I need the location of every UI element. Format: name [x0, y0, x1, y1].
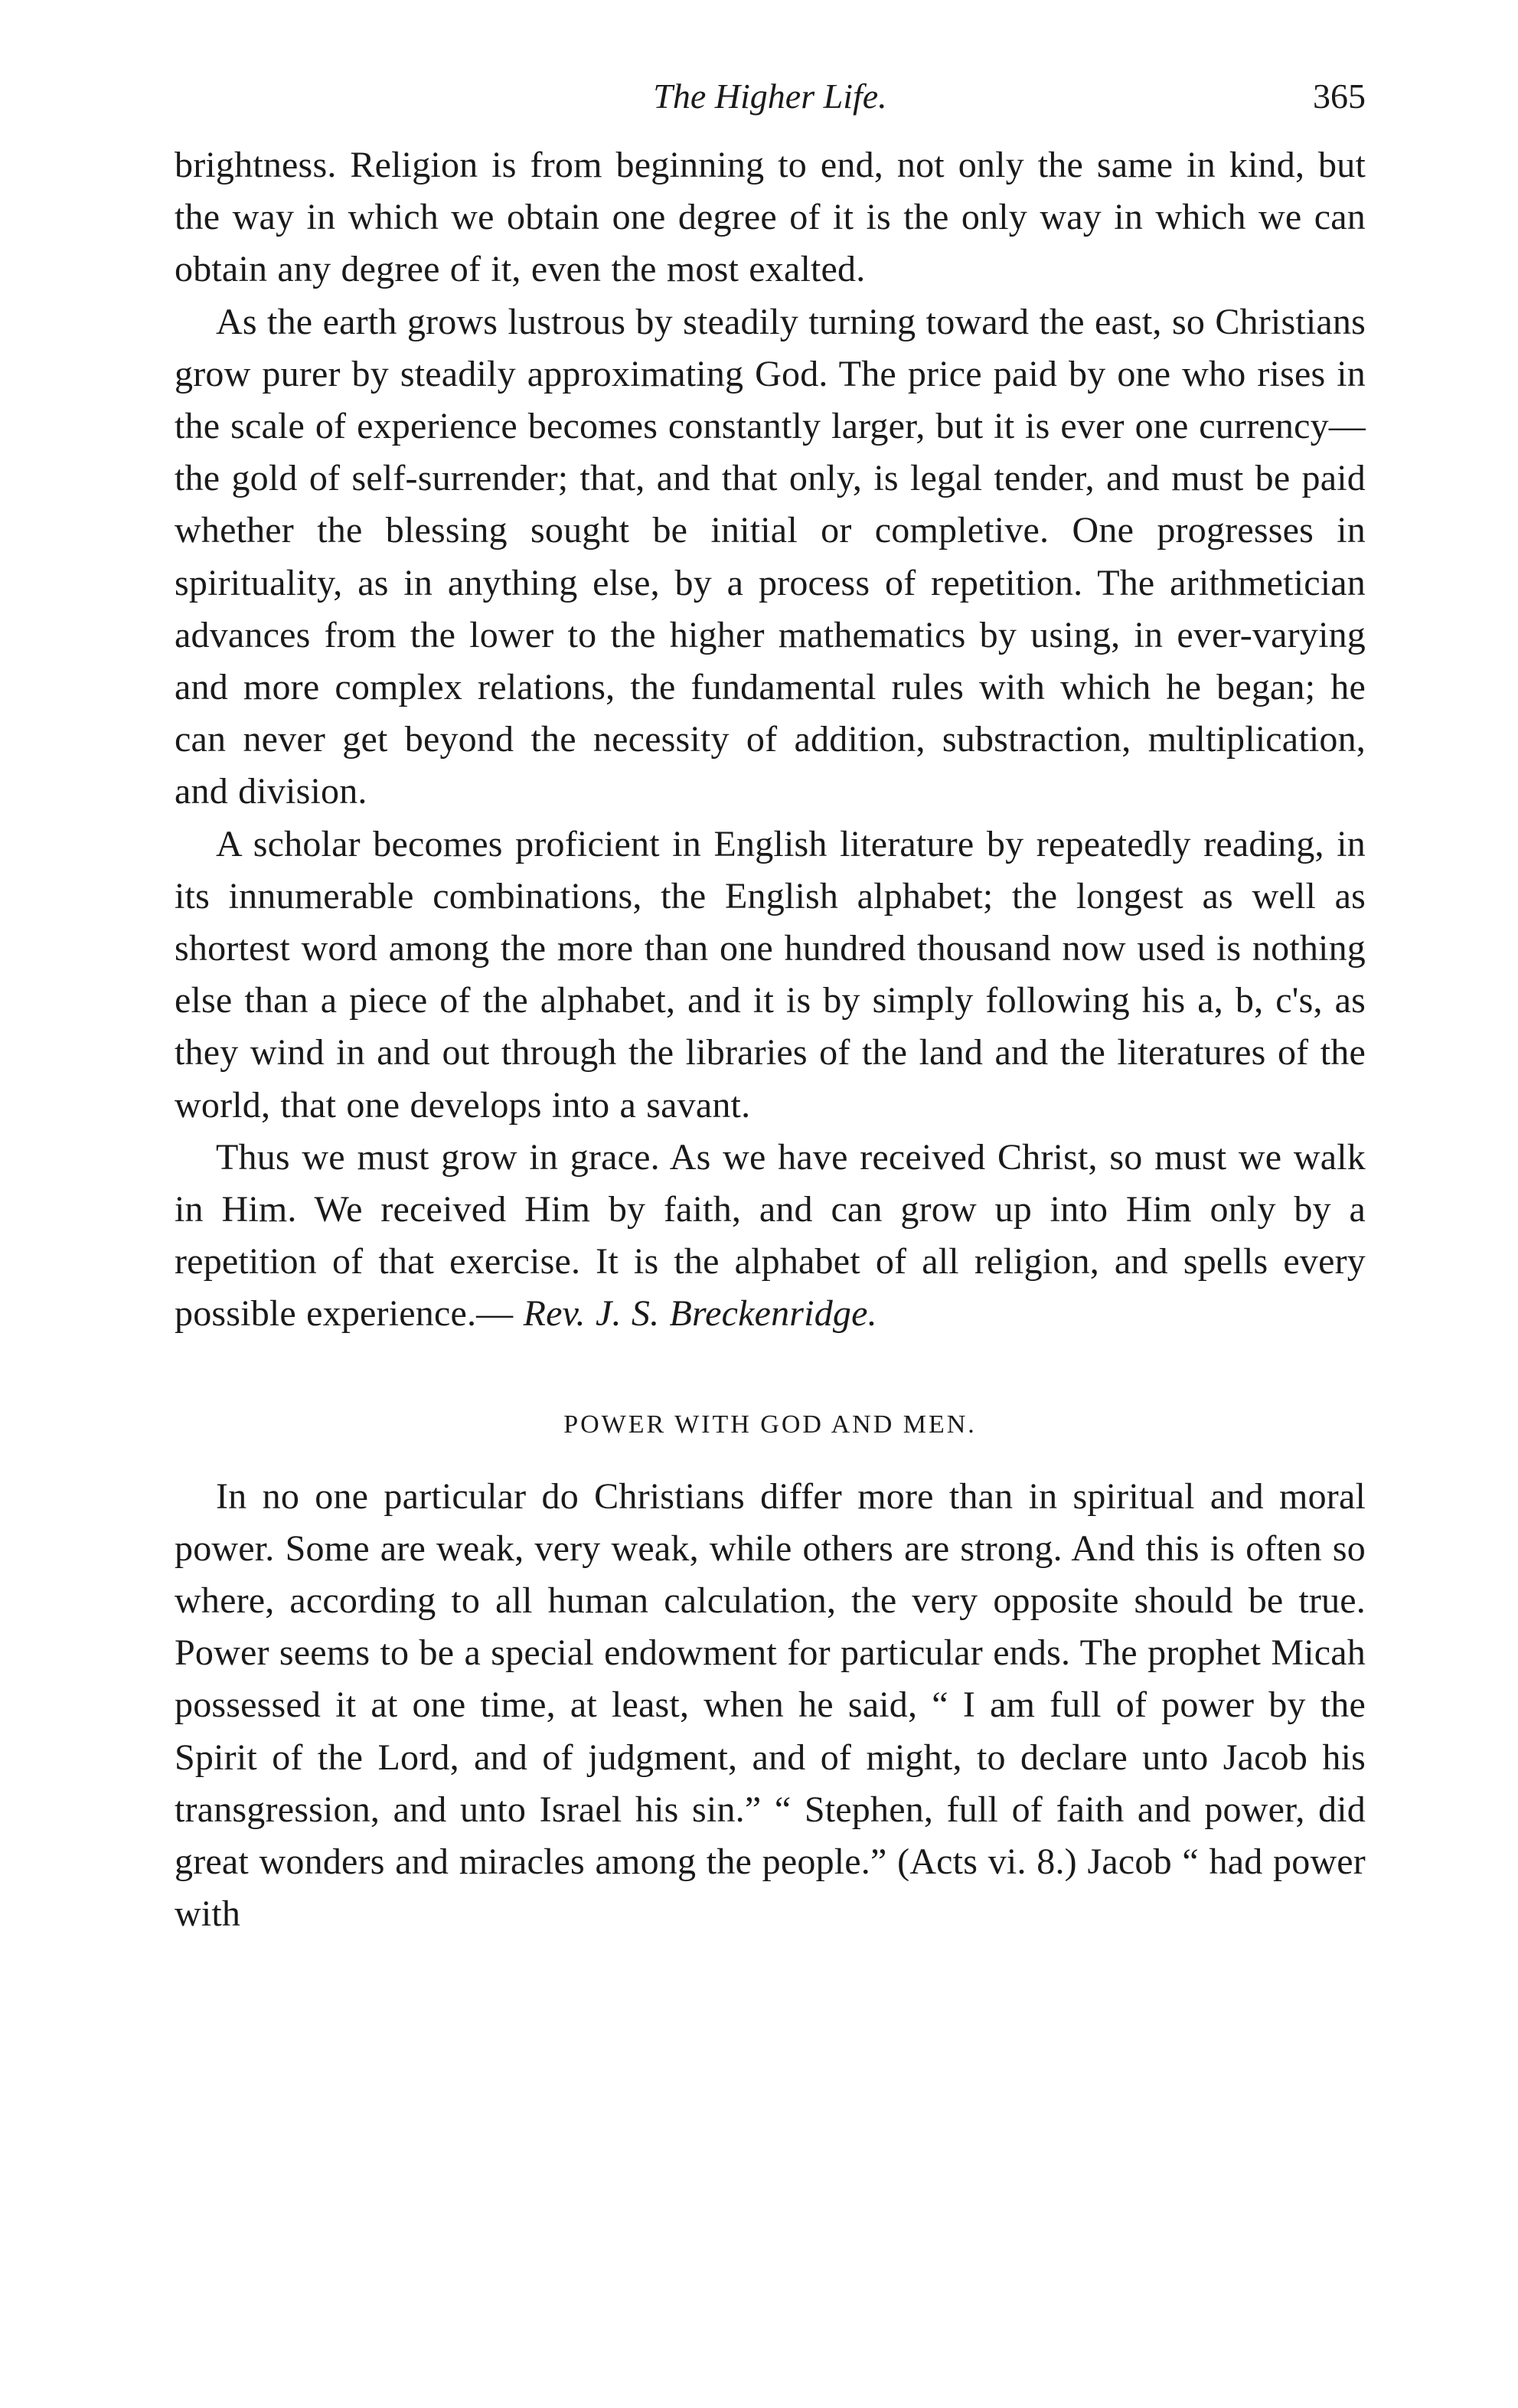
paragraph-power: In no one particular do Christians differ more than in spiritual and moral power. Some are weak, very weak, while others are strong. And this is often so where, according to all human calculation, the very opposite should be true. Power seems to be a special endowment for particular ends. The prophet Micah possessed it at one time, at least, when he said, “ I am full of power by the Spirit of the Lord, and of judgment, and of might, to declare unto Jacob his transgression, and unto Israel his sin.” “ Stephen, full of faith and power, did great wonders and miracles among the people.” (Acts vi. 8.) Jacob “ had power with: [175, 1475, 1366, 1935]
attribution: Rev. J. S. Breckenridge.: [523, 1293, 877, 1335]
book-page: [175, 69, 1366, 1941]
body-text: [175, 139, 1366, 1941]
paragraph-grow-in-grace: [175, 1132, 1366, 1341]
section-heading: POWER WITH GOD AND MEN.: [563, 1410, 977, 1439]
page-number: 365: [1313, 77, 1366, 116]
running-title: The Higher Life.: [653, 77, 887, 116]
running-head: [175, 69, 1366, 124]
paragraph-grow-in-grace-text: Thus we must grow in grace. As we have received Christ, so must we walk in Him. We received Him by faith, and can grow up into Him only by a repetition of that exercise. It is the alphabet of all religion, and spells every possible experience.—: [175, 1136, 1366, 1335]
paragraph-scholar-analogy: A scholar becomes proficient in English literature by repeatedly reading, in its innumerable combinations, the English alphabet; the longest as well as shortest word among the more than one hundred thousand now used is nothing else than a piece of the alphabet, and it is by simply following his a, b, c's, as they wind in and out through the libraries of the land and the literatures of the world, that one develops into a savant.: [175, 823, 1366, 1126]
paragraph-earth-analogy: As the earth grows lustrous by steadily turning toward the east, so Christians grow purer by steadily approximating God. The price paid by one who rises in the scale of experience becomes constantly larger, but it is ever one currency—the gold of self-surrender; that, and that only, is legal tender, and must be paid whether the blessing sought be initial or completive. One progresses in spirituality, as in anything else, by a process of repetition. The arithmetician advances from the lower to the higher mathematics by using, in ever-varying and more complex relations, the fundamental rules with which he began; he can never get beyond the necessity of addition, substraction, multiplication, and division.: [175, 301, 1366, 812]
paragraph-continuation: brightness. Religion is from beginning to end, not only the same in kind, but the way in which we obtain one degree of it is the only way in which we can obtain any degree of it, even the most exalted.: [175, 145, 1366, 290]
